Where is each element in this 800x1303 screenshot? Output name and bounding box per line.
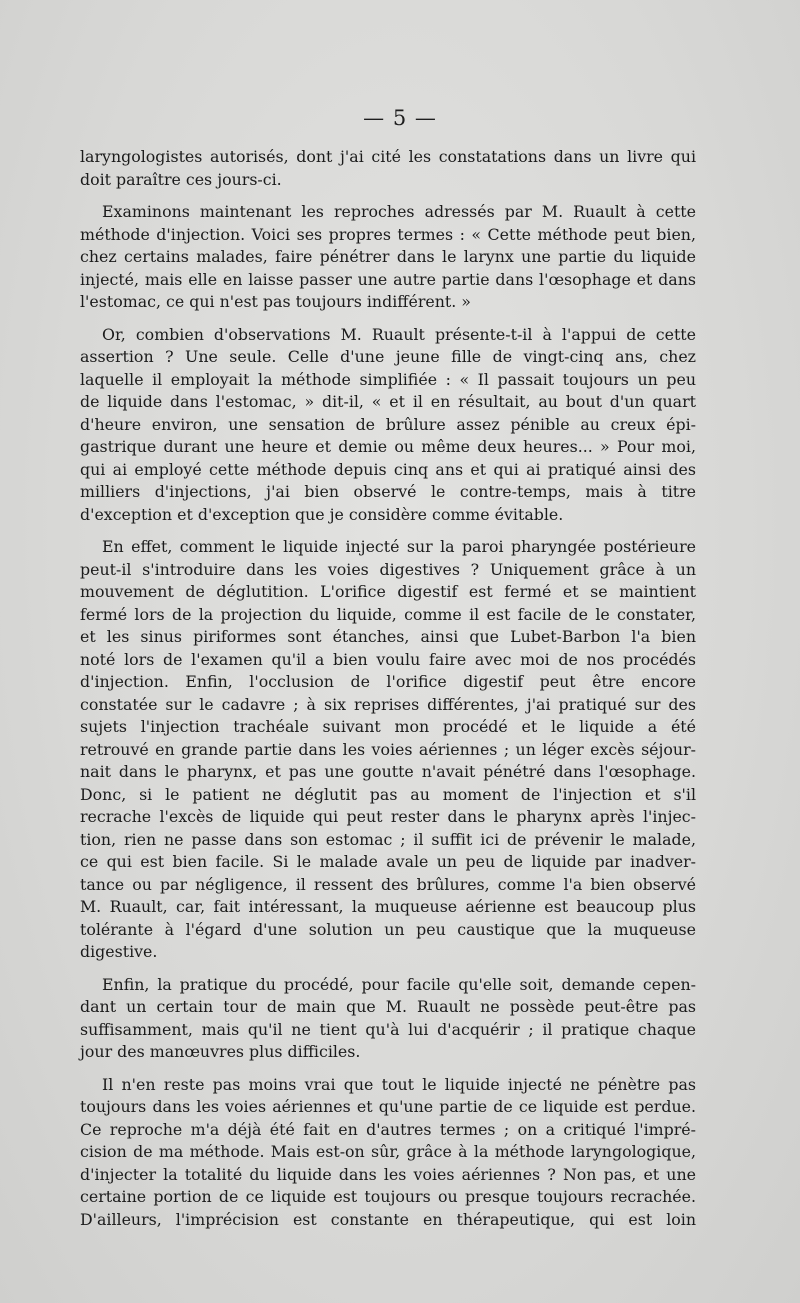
text-line: ce qui est bien facile. Si le malade avale un peu de liquide par inadver- <box>80 852 696 871</box>
paragraph <box>80 324 696 527</box>
text-line: recrache l'excès de liquide qui peut rester dans le pharynx après l'injec- <box>80 807 696 826</box>
text-line: certaine portion de ce liquide est toujours ou presque toujours recrachée. <box>80 1187 696 1206</box>
paragraph <box>80 536 696 964</box>
text-line: tance ou par négligence, il ressent des brûlures, comme l'a bien observé <box>80 874 696 894</box>
text-line: doit paraître ces jours-ci. <box>80 169 282 189</box>
text-line: jour des manœuvres plus difficiles. <box>80 1042 361 1061</box>
text-line: d'heure environ, une sensation de brûlure assez pénible au creux épi- <box>80 414 696 434</box>
text-line: nait dans le pharynx, et pas une goutte n'avait pénétré dans l'œsophage. <box>80 762 696 781</box>
text-line: assertion ? Une seule. Celle d'une jeune fille de vingt-cinq ans, chez <box>80 347 696 366</box>
text-line: mouvement de déglutition. L'orifice digestif est fermé et se maintient <box>80 582 696 601</box>
text-line: l'estomac, ce qui n'est pas toujours indifférent. » <box>80 292 471 311</box>
text-line: chez certains malades, faire pénétrer dans le larynx une partie du liquide <box>80 247 696 266</box>
body-text <box>80 146 696 1231</box>
text-line: Il n'en reste pas moins vrai que tout le liquide injecté ne pénètre pas <box>102 1074 696 1094</box>
text-line: dant un certain tour de main que M. Ruault ne possède peut-être pas <box>80 997 696 1016</box>
text-line: tion, rien ne passe dans son estomac ; il suffit ici de prévenir le malade, <box>80 829 696 849</box>
text-line: fermé lors de la projection du liquide, comme il est facile de le constater, <box>80 604 696 624</box>
page-number: — 5 — <box>363 106 437 130</box>
paragraph-gap <box>80 191 696 201</box>
paragraph-gap <box>80 1064 696 1074</box>
text-line: laquelle il employait la méthode simplifiée : « Il passait toujours un peu <box>80 369 696 389</box>
text-line: peut-il s'introduire dans les voies digestives ? Uniquement grâce à un <box>80 559 696 579</box>
text-line: d'injecter la totalité du liquide dans les voies aériennes ? Non pas, et une <box>80 1164 696 1184</box>
text-line: digestive. <box>80 942 158 961</box>
paragraph-gap <box>80 314 696 324</box>
text-line: Ce reproche m'a déjà été fait en d'autres termes ; on a critiqué l'impré- <box>80 1119 696 1139</box>
text-line: d'injection. Enfin, l'occlusion de l'orifice digestif peut être encore <box>80 672 696 691</box>
paragraph-gap <box>80 964 696 974</box>
paragraph <box>80 1074 696 1232</box>
text-line: toujours dans les voies aériennes et qu'une partie de ce liquide est perdue. <box>80 1097 696 1116</box>
text-line: Examinons maintenant les reproches adressés par M. Ruault à cette <box>102 202 696 221</box>
paragraph <box>80 146 696 191</box>
text-line: méthode d'injection. Voici ses propres termes : « Cette méthode peut bien, <box>80 224 696 244</box>
text-line: de liquide dans l'estomac, » dit-il, « et il en résultait, au bout d'un quart <box>80 392 696 411</box>
text-line: retrouvé en grande partie dans les voies aériennes ; un léger excès séjour- <box>80 739 696 759</box>
text-line: suffisamment, mais qu'il ne tient qu'à lui d'acquérir ; il pratique chaque <box>80 1019 696 1039</box>
text-line: M. Ruault, car, fait intéressant, la muqueuse aérienne est beaucoup plus <box>80 897 696 916</box>
text-line: Or, combien d'observations M. Ruault présente-t-il à l'appui de cette <box>102 324 696 344</box>
paragraph <box>80 201 696 314</box>
text-line: cision de ma méthode. Mais est-on sûr, grâce à la méthode laryngologique, <box>80 1142 696 1161</box>
text-line: d'exception et d'exception que je considère comme évitable. <box>80 504 564 524</box>
text-line: Enfin, la pratique du procédé, pour facile qu'elle soit, demande cepen- <box>102 974 696 994</box>
text-line: et les sinus piriformes sont étanches, ainsi que Lubet-Barbon l'a bien <box>80 627 696 646</box>
text-line: injecté, mais elle en laisse passer une autre partie dans l'œsophage et dans <box>80 269 696 289</box>
text-line: gastrique durant une heure et demie ou même deux heures... » Pour moi, <box>80 437 696 456</box>
text-line: En effet, comment le liquide injecté sur la paroi pharyngée postérieure <box>102 537 696 556</box>
text-line: D'ailleurs, l'imprécision est constante en thérapeutique, qui est loin <box>80 1209 696 1229</box>
text-line: tolérante à l'égard d'une solution un peu caustique que la muqueuse <box>80 919 696 939</box>
text-line: Donc, si le patient ne déglutit pas au moment de l'injection et s'il <box>80 784 696 804</box>
text-line: qui ai employé cette méthode depuis cinq ans et qui ai pratiqué ainsi des <box>80 459 696 479</box>
text-line: constatée sur le cadavre ; à six reprises différentes, j'ai pratiqué sur des <box>80 694 696 714</box>
text-line: milliers d'injections, j'ai bien observé le contre-temps, mais à titre <box>80 482 696 501</box>
text-line: laryngologistes autorisés, dont j'ai cité les constatations dans un livre qui <box>80 147 696 166</box>
text-line: sujets l'injection trachéale suivant mon procédé et le liquide a été <box>80 717 696 736</box>
paragraph <box>80 974 696 1064</box>
paragraph-gap <box>80 526 696 536</box>
text-line: noté lors de l'examen qu'il a bien voulu faire avec moi de nos procédés <box>80 649 696 669</box>
